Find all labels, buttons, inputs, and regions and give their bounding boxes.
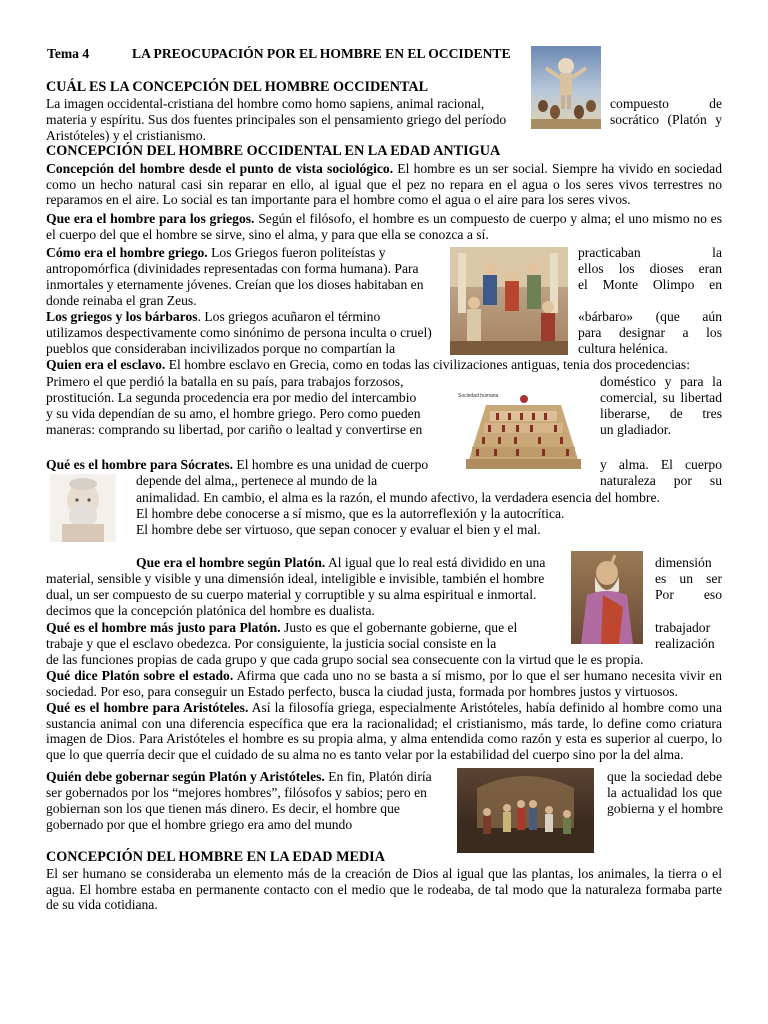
paragraph-text: Así la filosofía griega, especialmente Aristóteles, había definido al hombre como una sustancia animal con una diferencia específica que era la racionalidad; el cristianismo, más tarde, lo define como criatura imagen de Dios. Para Aristóteles el hombre es su propia alma, y alma entendida como razón y esta es superior al cuerpo, lo que lo que querría decir que el cuidado de su alma no es tanto velar por la estabilidad del cuerpo sino por la del alma. [46, 700, 723, 762]
p1-line2-right: socrático (Platón y [610, 112, 722, 127]
p7-line3: animalidad. En cambio, el alma es la razón, el mundo afectivo, la verdadera esencia del hombre. [136, 490, 660, 505]
p8-line2: material, sensible y visible y una dimensión ideal, inteligible e invisible, también el hombre [46, 571, 545, 586]
p7-line4: El hombre debe conocerse a sí mismo, que es la autorreflexión y la autocrítica. [136, 506, 565, 521]
human-evolution-image [531, 46, 601, 129]
p6-line1-text: El hombre esclavo en Grecia, como en todas las civilizaciones antiguas, tenia dos procedencias: [165, 357, 690, 372]
bold-lead: Quien era el esclavo. [46, 357, 166, 372]
p9-line1-text: Justo es que el gobernante gobierne, que el [280, 620, 518, 635]
p12-line2: ser gobernados por los “mejores hombres”, filósofos y sabios; pero en [46, 785, 427, 800]
p12-line1 [46, 769, 432, 785]
section-heading-edad-media: CONCEPCIÓN DEL HOMBRE EN LA EDAD MEDIA [46, 849, 385, 865]
school-of-athens-image [457, 768, 594, 853]
bold-lead: Qué es el hombre para Sócrates. [46, 457, 234, 472]
p8-line1 [136, 555, 545, 571]
bold-lead: Concepción del hombre desde el punto de vista sociológico. [46, 161, 394, 176]
p12-right3: gobierna y el hombre [607, 801, 723, 816]
bold-lead: Qué dice Platón sobre el estado. [46, 668, 234, 683]
p8-line1-text: Al igual que lo real está dividido en una [325, 555, 546, 570]
p7-line1-text: El hombre es una unidad de cuerpo [233, 457, 429, 472]
greek-gods-image [450, 247, 568, 355]
p12-right1: que la sociedad debe [607, 769, 722, 784]
p7-right2: naturaleza por su [600, 473, 722, 488]
paragraph-sociologico [46, 161, 722, 208]
p12-right2: la actualidad los que [607, 785, 722, 800]
p5-right1: «bárbaro» (que aún [578, 309, 722, 324]
p6-line4: y su vida dependían de su amo, el hombre griego. Pero como pueden [46, 406, 421, 421]
p9-right1: trabajador [655, 620, 711, 635]
paragraph-griegos [46, 211, 722, 242]
paragraph-text: El hombre es un ser social. Siempre ha vivido en sociedad como un hecho natural casi sin reparar en ello, al igual que el pez no repara en el agua o los seres vivos terrestres no reparamos en el aire. Lo social es tan importante para el hombre como el agua o el aire para los seres vivos. [46, 161, 722, 208]
p1-line1: La imagen occidental-cristiana del hombre como homo sapiens, animal racional, [46, 96, 485, 111]
bold-lead: Que era el hombre para los griegos. [46, 211, 255, 226]
paragraph-text: Según el filósofo, el hombre es un compuesto de cuerpo y alma; el uno mismo no es el cuerpo del que el hombre se sirve, sino el alma, y para que ella se conozca a sí. [46, 211, 722, 242]
p1-line1-right: compuesto de [610, 96, 722, 111]
p4-line1-text: Los Griegos fueron politeístas y [207, 245, 386, 260]
p6-right2: doméstico y para la [600, 374, 722, 389]
p8-right1: dimensión [655, 555, 712, 570]
p4-line4: donde reinaba el gran Zeus. [46, 293, 197, 308]
p6-right3: comercial, su libertad [600, 390, 722, 405]
paragraph-text: El ser humano se consideraba un elemento más de la creación de Dios al igual que las plantas, los animales, la tierra o el agua. El hombre estaba en permanente contacto con el medio que le rodeaba, de tal modo que la naturaleza formaba parte de su vida cotidiana. [46, 866, 722, 913]
bold-lead: Cómo era el hombre griego. [46, 245, 208, 260]
p5-line2: utilizamos despectivamente como sinónimo de persona inculta o cruel) [46, 325, 432, 340]
p6-line1 [46, 357, 690, 373]
p7-line2: depende del alma,, pertenece al mundo de la [136, 473, 378, 488]
p9-line2: trabaje y que el esclavo obedezca. Por consiguiente, la justicia social consiste en la [46, 636, 497, 651]
p6-right5: un gladiador. [600, 422, 671, 437]
p8-right3: Por eso [655, 587, 722, 602]
p9-right2: realización [655, 636, 715, 651]
p4-line1 [46, 245, 386, 261]
socrates-bust-image [50, 474, 116, 542]
p5-line1-text: . Los griegos acuñaron el término [197, 309, 381, 324]
p4-right3: el Monte Olimpo en [578, 277, 722, 292]
bold-lead: Qué es el hombre más justo para Platón. [46, 620, 281, 635]
p12-line1-text: En fin, Platón diría [324, 769, 432, 784]
p8-line4: decimos que la concepción platónica del hombre es dualista. [46, 603, 375, 618]
paragraph-aristoteles [46, 700, 722, 762]
p9-line1 [46, 620, 517, 636]
p6-line5: maneras: comprando su libertad, por cariño o lealtad y convertirse en [46, 422, 423, 437]
p4-right1: practicaban la [578, 245, 722, 260]
page-title: LA PREOCUPACIÓN POR EL HOMBRE EN EL OCCIDENTE [132, 46, 511, 61]
paragraph-text: Afirma que cada uno no se basta a sí mismo, por lo que el ser humano necesita vivir en sociedad. Por eso, para conseguir un Estado perfecto, busca la ciudad justa, formada por hombres justos y virtuosos. [46, 668, 723, 699]
p12-line4: gobernado por que el hombre griego era amo del mundo [46, 817, 353, 832]
section-heading-antigua: CONCEPCIÓN DEL HOMBRE OCCIDENTAL EN LA EDAD ANTIGUA [46, 143, 501, 159]
tema-label: Tema 4 [47, 46, 90, 61]
diagram-label: Sociedad humana [458, 393, 499, 399]
bold-lead: Que era el hombre según Platón. [136, 555, 326, 570]
p1-line2: materia y espíritu. Sus dos fuentes principales son el pensamiento griego del período [46, 112, 507, 127]
p1-line3: Aristóteles) y el cristianismo. [46, 128, 207, 143]
p8-line3: dual, un ser compuesto de su cuerpo material y corruptible y su alma espiritual e inmortal. [46, 587, 537, 602]
paragraph-edad-media [46, 866, 722, 913]
p5-line1 [46, 309, 380, 325]
p4-right2: ellos los dioses eran [578, 261, 722, 276]
section-heading-occidental: CUÁL ES LA CONCEPCIÓN DEL HOMBRE OCCIDENTAL [46, 79, 429, 95]
plato-painting-image [571, 551, 643, 644]
p7-right1: y alma. El cuerpo [600, 457, 722, 472]
p6-right4: liberarse, de tres [600, 406, 722, 421]
p5-right3: cultura helénica. [578, 341, 668, 356]
p6-line3: prostitución. La segunda procedencia era por medio del intercambio [46, 390, 417, 405]
p6-line2: Primero el que perdió la batalla en su país, para trabajos forzosos, [46, 374, 404, 389]
paragraph-estado [46, 668, 722, 699]
p7-line5: El hombre debe ser virtuoso, que sepan conocer y evaluar el bien y el mal. [136, 522, 541, 537]
bold-lead: Qué es el hombre para Aristóteles. [46, 700, 249, 715]
p4-line3: inmortales y eternamente jóvenes. Creían que los dioses habitaban en [46, 277, 424, 292]
p4-line2: antropomórfica (divinidades representadas con forma humana). Para [46, 261, 419, 276]
social-pyramid-image [456, 385, 591, 473]
p9-line3: de las funciones propias de cada grupo y que cada grupo social sea consecuente con la virtud que le es propia. [46, 652, 644, 667]
p7-line1 [46, 457, 428, 473]
p12-line3: gobiernan son los que tienen más dinero. Es decir, el hombre que [46, 801, 400, 816]
p5-right2: para designar a los [578, 325, 722, 340]
p8-right2: es un ser [655, 571, 722, 586]
bold-lead: Quién debe gobernar según Platón y Aristóteles. [46, 769, 325, 784]
p5-line3: pueblos que consideraban incivilizados porque no compartían la [46, 341, 396, 356]
bold-lead: Los griegos y los bárbaros [46, 309, 198, 324]
